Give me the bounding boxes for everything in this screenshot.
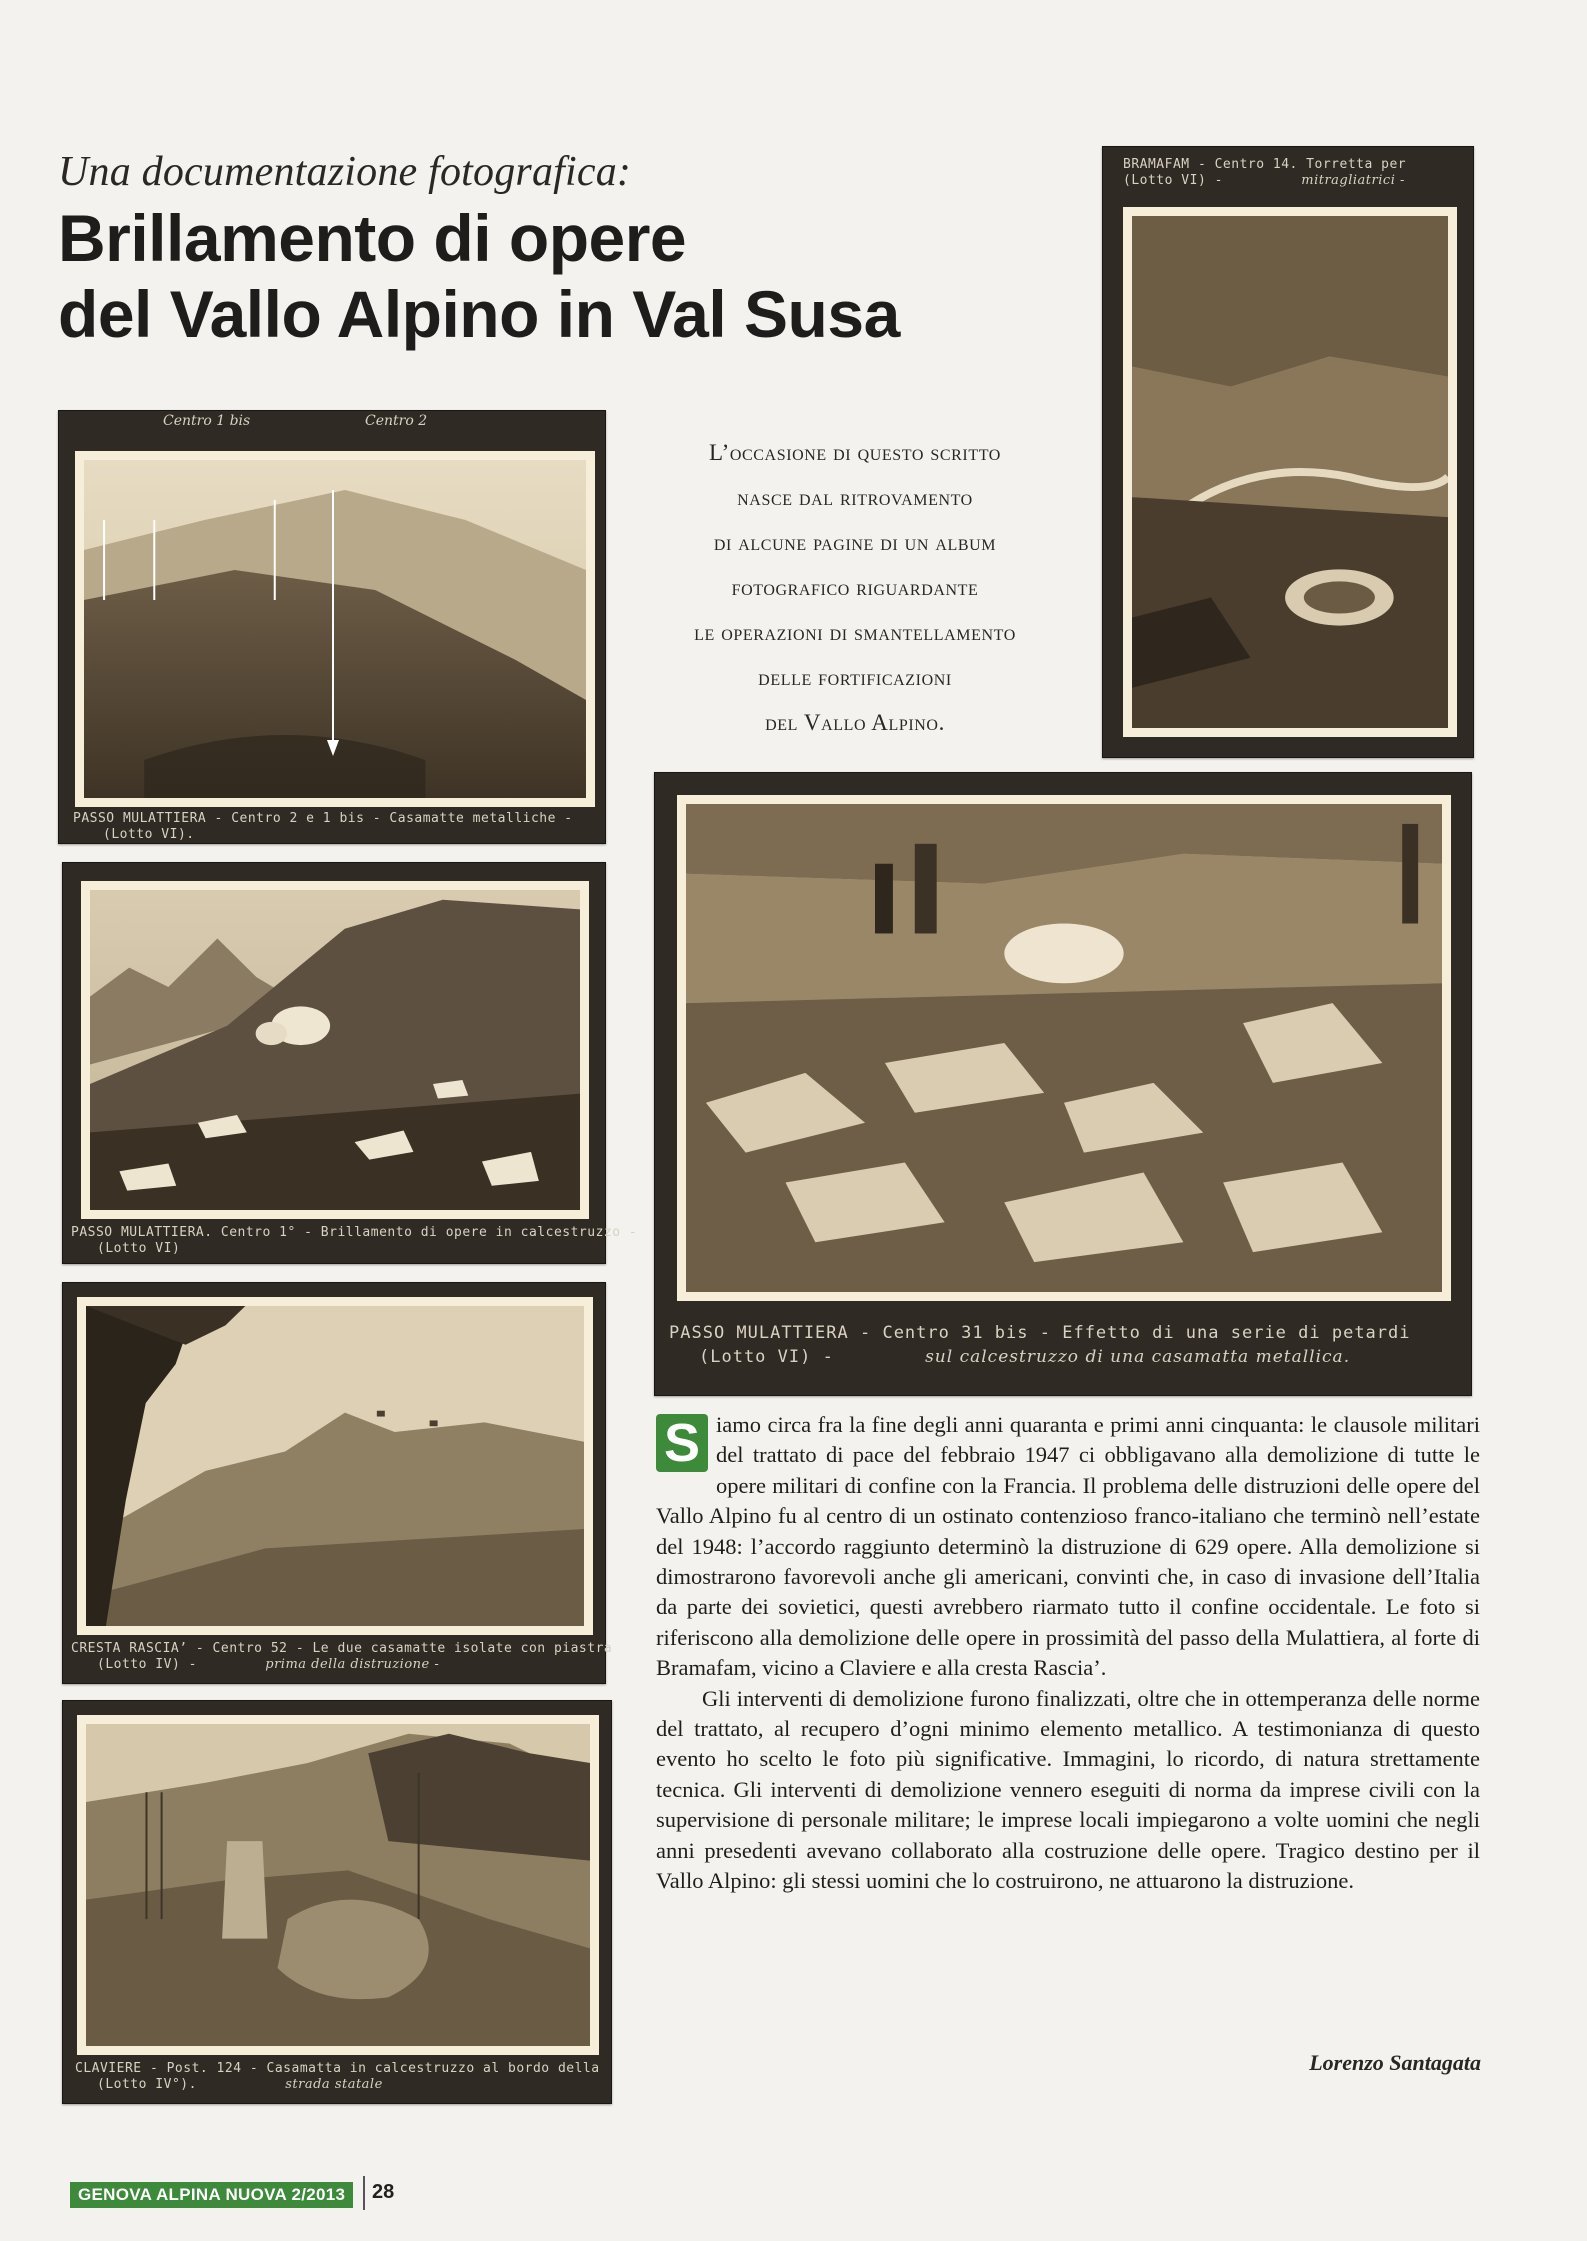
article-intro — [610, 430, 1100, 745]
article-kicker: Una documentazione fotografica: — [58, 149, 632, 195]
photo-label-centro-2: Centro 2 — [365, 413, 428, 429]
photo-card-passo-mulattiera-1 — [58, 410, 606, 844]
caption-line-3: mitragliatrici - — [1301, 173, 1405, 188]
caption-line-2: (Lotto IV°). — [97, 2077, 197, 2092]
photo-image — [677, 795, 1451, 1301]
paragraph-1-text: iamo circa fra la fine degli anni quaranta e primi anni cinquanta: le clausole militari del trattato di pace del febbraio 1947 ci obbligavano alla demolizione di tutte le opere militari di confine con la Francia. Il problema delle distruzioni delle opere del Vallo Alpino fu al centro di un ostinato contenzioso franco-italiano che terminò nell’estate del 1948: l’accordo raggiunto determinò la distruzione di 629 opere. Alla demolizione si dimostrarono favorevoli anche gli americani, convinti che, in caso di invasione dell’Italia da parte dei sovietici, questi avrebbero riarmato tutto il confine occidentale. Le foto si riferiscono alla demolizione delle opere in prossimità del passo della Mulattiera, al forte di Bramafam, vicino a Claviere e alla cresta Rascia’. — [656, 1412, 1480, 1681]
caption-line-3: strada statale — [285, 2077, 383, 2092]
caption-line-2-row — [1123, 173, 1406, 189]
caption-line-2: (Lotto VI). — [103, 827, 195, 842]
intro-line: di alcune pagine di un album — [713, 530, 997, 555]
intro-line: nasce dal ritrovamento — [737, 485, 973, 510]
intro-line: del Vallo Alpino. — [765, 710, 945, 735]
photo-image — [77, 1715, 599, 2055]
drop-cap: S — [656, 1414, 708, 1472]
intro-line: le operazioni di smantellamento — [694, 620, 1016, 645]
caption-line-3: sul calcestruzzo di una casamatta metallica. — [925, 1347, 1351, 1367]
article-title — [58, 200, 1098, 352]
photo-label-centro-1bis: Centro 1 bis — [163, 413, 251, 429]
page-number: 28 — [372, 2181, 395, 2203]
footer-divider — [363, 2176, 365, 2210]
magazine-footer-tag: GENOVA ALPINA NUOVA 2/2013 — [70, 2182, 353, 2208]
intro-line: fotografico riguardante — [731, 575, 979, 600]
photo-caption — [71, 1641, 612, 1673]
caption-line-1: BRAMAFAM - Centro 14. Torretta per — [1123, 157, 1407, 172]
title-line-1: Brillamento di opere — [58, 201, 687, 275]
caption-line-2-row — [71, 1657, 612, 1673]
caption-line-2-row — [669, 1345, 1411, 1369]
photo-image — [1123, 207, 1457, 737]
photo-caption — [75, 2061, 600, 2093]
photo-image — [81, 881, 589, 1219]
caption-line-1: CLAVIERE - Post. 124 - Casamatta in calcestruzzo al bordo della — [75, 2061, 600, 2076]
photo-caption-top — [1123, 157, 1406, 189]
photo-card-passo-mulattiera-31bis — [654, 772, 1472, 1396]
caption-line-2: (Lotto VI) — [97, 1241, 181, 1256]
caption-line-2: (Lotto VI) - — [1123, 173, 1223, 188]
title-line-2: del Vallo Alpino in Val Susa — [58, 277, 900, 351]
photo-caption — [73, 811, 573, 843]
photo-card-passo-mulattiera-2 — [62, 862, 638, 1264]
article-paragraph-1 — [656, 1410, 1480, 1684]
article-author: Lorenzo Santagata — [1309, 2050, 1481, 2075]
article-body — [656, 1410, 1480, 1897]
caption-line-1: PASSO MULATTIERA. Centro 1° - Brillamento di opere in calcestruzzo - — [71, 1225, 638, 1240]
intro-line: L’occasione di questo scritto — [709, 440, 1001, 465]
photo-image — [77, 1297, 593, 1635]
caption-line-1: PASSO MULATTIERA - Centro 31 bis - Effetto di una serie di petardi — [669, 1323, 1411, 1343]
article-paragraph-2: Gli interventi di demolizione furono finalizzati, oltre che in ottemperanza delle norme del trattato, al recupero d’ogni minimo elemento metallico. A testimonianza di questo evento ho scelto le foto più significative. Immagini, lo ricordo, di natura strettamente tecnica. Gli interventi di demolizione vennero eseguiti di norma da imprese civili con la supervisione di personale militare; le imprese locali impiegarono a volte uomini che negli anni presedenti avevano collaborato alla costruzione delle opere. Tragico destino per il Vallo Alpino: gli stessi uomini che lo costruirono, ne attuarono la distruzione. — [656, 1685, 1480, 1894]
photo-caption — [669, 1321, 1411, 1369]
photo-image — [75, 451, 595, 807]
caption-line-2: (Lotto VI) - — [699, 1347, 834, 1367]
caption-line-2-row — [75, 2077, 600, 2093]
caption-line-3: prima della distruzione - — [265, 1657, 440, 1672]
photo-card-bramafam — [1102, 146, 1474, 758]
intro-line: delle fortificazioni — [758, 665, 952, 690]
caption-line-2: (Lotto IV) - — [97, 1657, 197, 1672]
photo-caption — [71, 1225, 637, 1257]
photo-card-cresta-rascia — [62, 1282, 613, 1684]
caption-line-1: CRESTA RASCIA’ - Centro 52 - Le due casamatte isolate con piastra — [71, 1641, 613, 1656]
photo-card-claviere — [62, 1700, 612, 2104]
caption-line-1: PASSO MULATTIERA - Centro 2 e 1 bis - Casamatte metalliche - — [73, 811, 573, 826]
